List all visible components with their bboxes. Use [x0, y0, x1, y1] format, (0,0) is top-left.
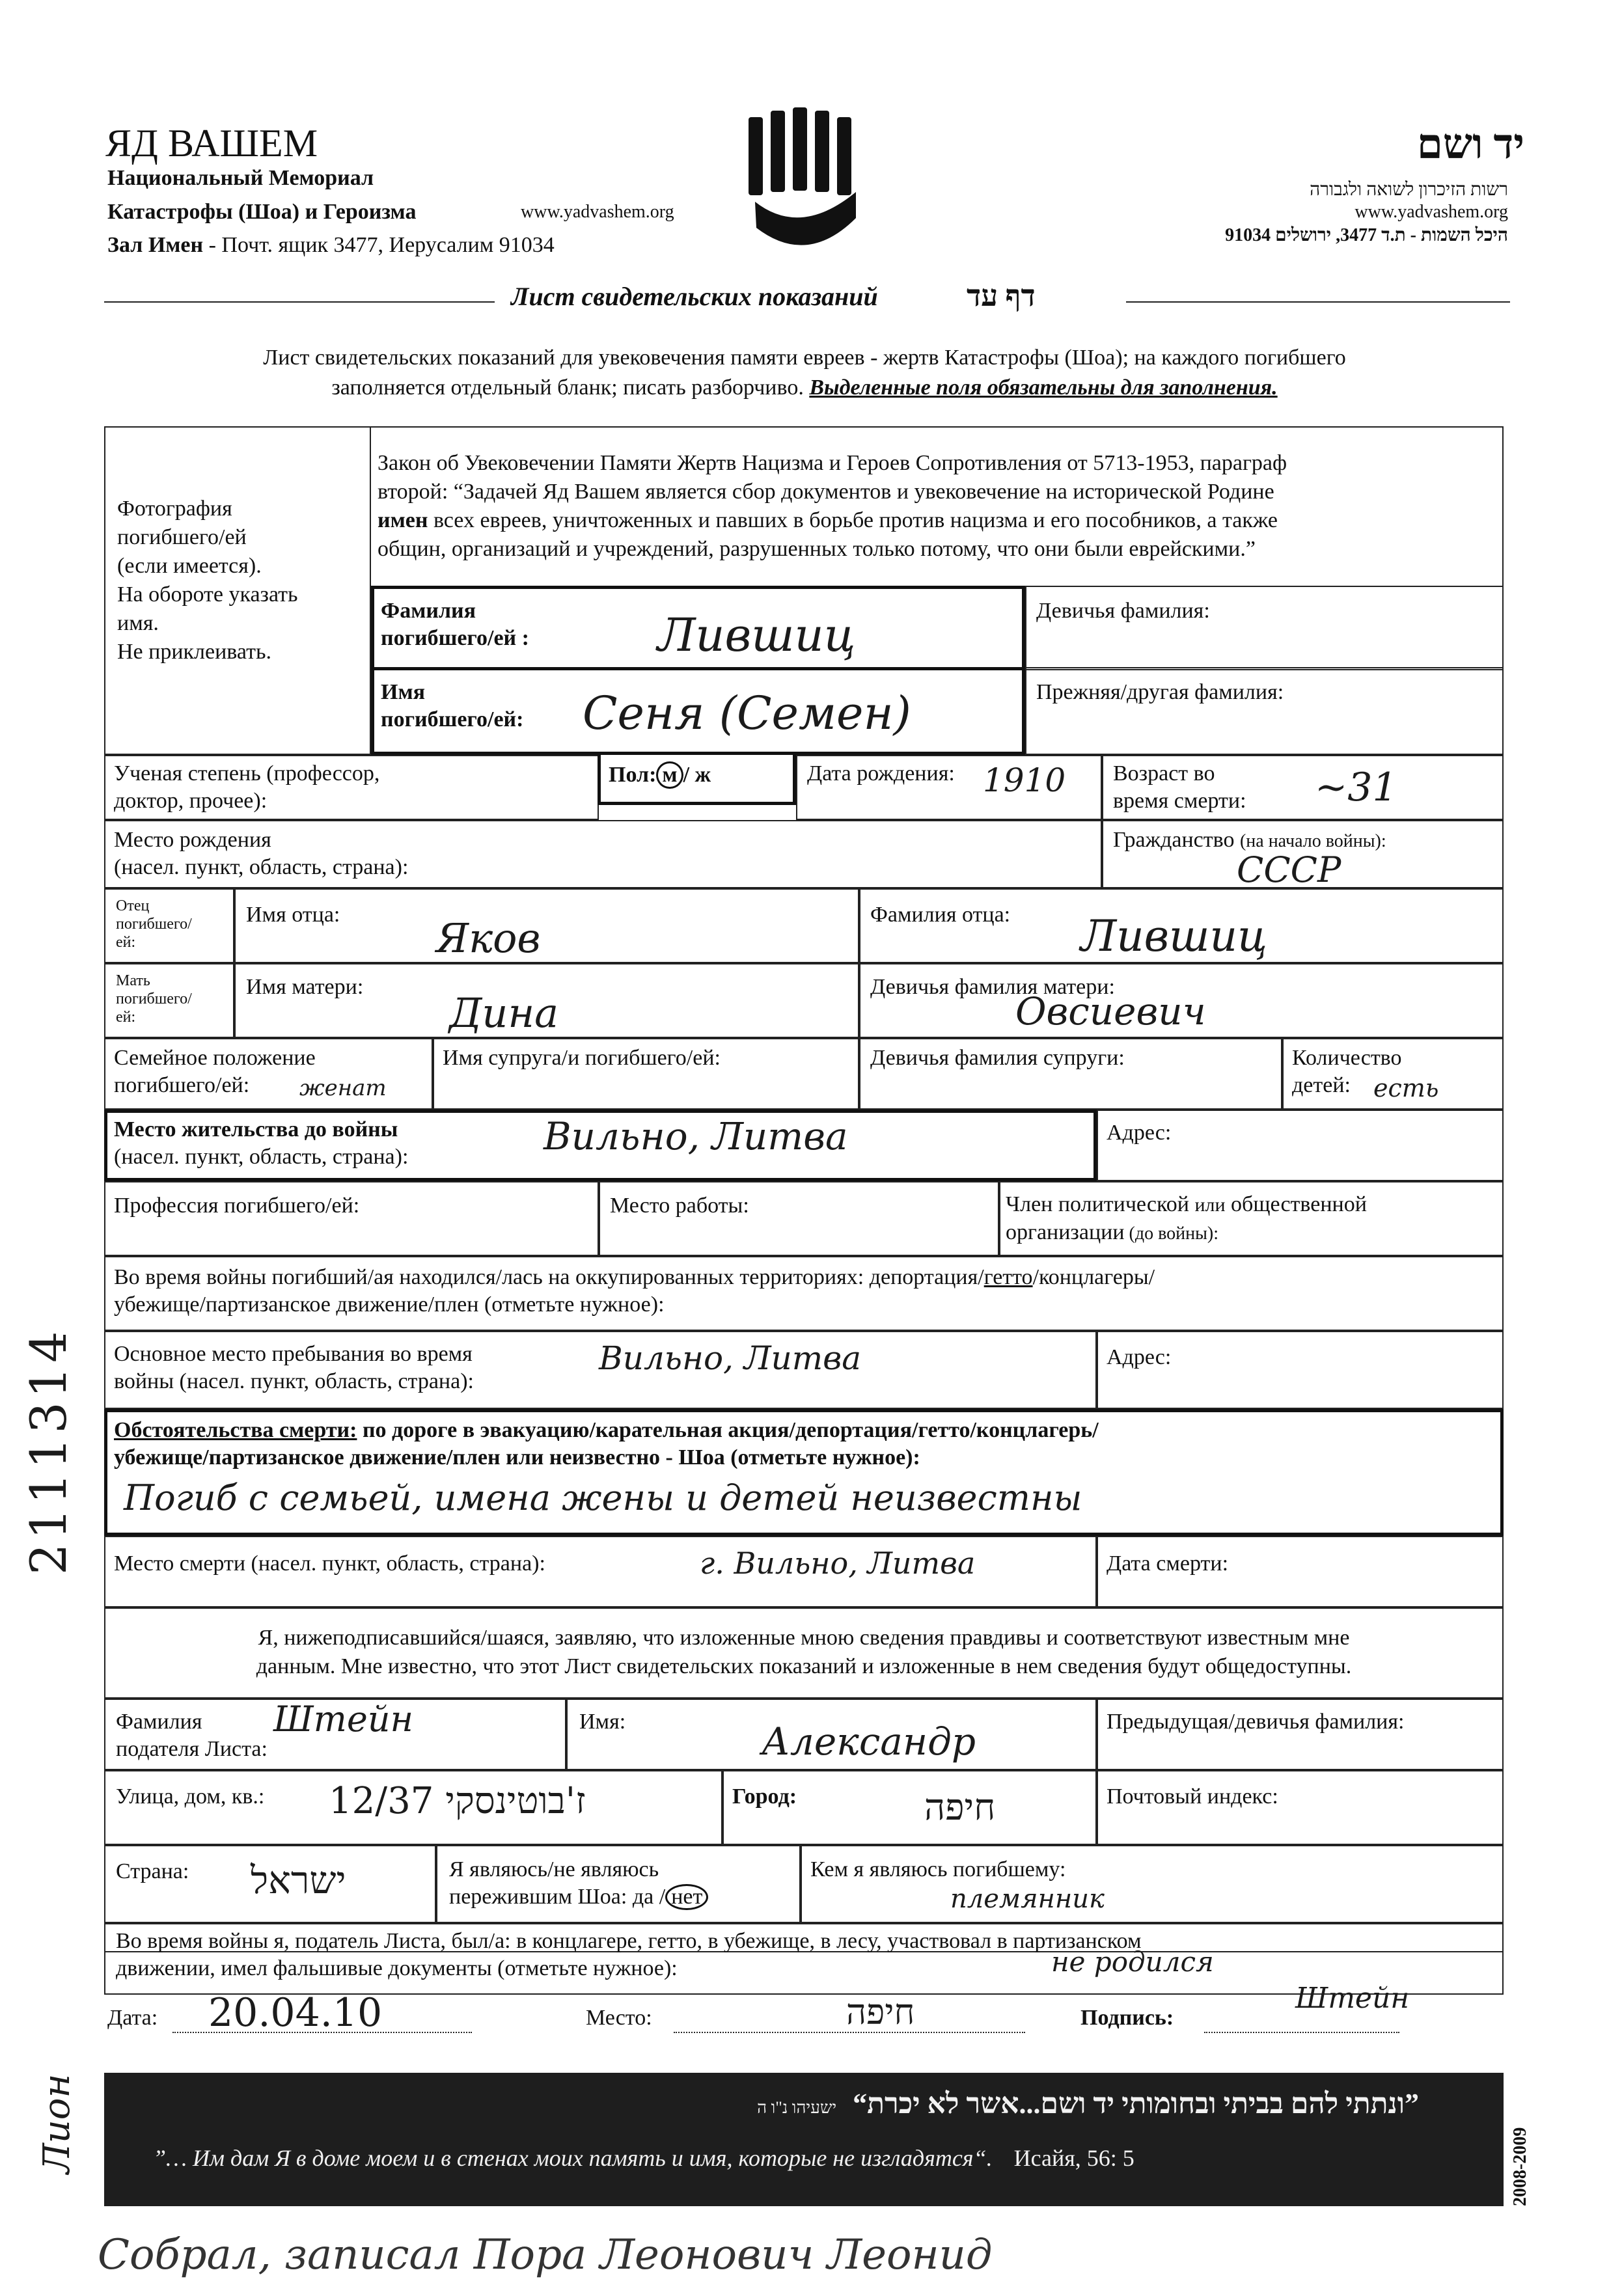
- org-website-left: www.yadvashem.org: [521, 202, 674, 222]
- submitter-name-value: Александр: [762, 1719, 976, 1764]
- submitter-surname-label: Фамилия подателя Листа:: [116, 1710, 268, 1761]
- mother-name-value: Дина: [449, 989, 559, 1037]
- father-side-label: Отец погибшего/ ей:: [116, 897, 192, 951]
- father-name-value: Яков: [436, 914, 541, 962]
- margin-note-left: Лион: [36, 2073, 78, 2174]
- law-text: Закон об Увековечении Памяти Жертв Нацизма и Героев Сопротивления от 5713-1953, параграф второй: “Задачей Яд Вашем является сбор документов и увековечение на исторической Родине имен всех евреев, уничтоженных и павших в борьбе против нацизма и его пособников, а также общин, организаций и учреждений, разрушенных только потому, что они были еврейскими.”: [378, 451, 1287, 561]
- street-label: Улица, дом, кв.:: [116, 1784, 265, 1809]
- mother-name-label: Имя матери:: [246, 975, 364, 999]
- form-title-he: דף עד: [967, 279, 1036, 312]
- submitter-surname-value: Штейн: [273, 1699, 414, 1740]
- sex-label: Пол: м / ж: [609, 761, 711, 789]
- relation-label: Кем я являюсь погибшему:: [810, 1857, 1066, 1881]
- birthdate-value: 1910: [983, 761, 1066, 799]
- place-label: Место:: [586, 2006, 652, 2030]
- sex-female-option[interactable]: / ж: [683, 763, 711, 787]
- submitter-prev-label: Предыдущая/девичья фамилия:: [1107, 1710, 1405, 1734]
- declaration-text: Я, нижеподписавшийся/шаяся, заявляю, что изложенные мною сведения правдивы и соответствуют известным мне данным. Мне известно, что этот Лист свидетельских показаний и изложенные в нем сведения будут общедоступны.: [256, 1626, 1352, 1678]
- org-address-ru: Зал Имен - Почт. ящик 3477, Иерусалим 91034: [107, 233, 555, 257]
- residence-value: Вильно, Литва: [543, 1114, 848, 1158]
- death-place-value: г. Вильно, Литва: [700, 1546, 976, 1581]
- banner-quote-ru: ”… Им дам Я в доме моем и в стенах моих память и имя, которые не изгладятся“. Исайя, 56: 5: [153, 2145, 1135, 2171]
- main-place-label: Основное место пребывания во время войны (насел. пункт, область, страна):: [114, 1342, 474, 1393]
- org-subtitle-1: Национальный Мемориал: [107, 166, 374, 190]
- sex-male-option[interactable]: м: [656, 761, 683, 789]
- submitter-war-value: не родился: [1051, 1946, 1214, 1978]
- workplace-label: Место работы:: [610, 1194, 749, 1218]
- mother-maiden-label: Девичья фамилия матери:: [870, 975, 1115, 999]
- title-rule-left: [104, 301, 495, 303]
- main-place-address-label: Адрес:: [1107, 1345, 1172, 1369]
- spouse-name-label: Имя супруга/и погибшего/ей:: [443, 1046, 721, 1070]
- photo-instructions: Фотография погибшего/ей (если имеется). На обороте указать имя. Не приклеивать.: [117, 497, 298, 664]
- country-label: Страна:: [116, 1859, 189, 1883]
- victim-surname-value: Лившиц: [657, 608, 856, 662]
- org-title-he: יד ושם: [1416, 121, 1524, 167]
- mother-maiden-value: Овсиевич: [1015, 989, 1206, 1033]
- birthdate-label: Дата рождения:: [807, 761, 955, 786]
- survivor-label: Я являюсь/не являюсь пережившим Шоа: да / нет: [449, 1856, 708, 1911]
- place-value: חיפה: [846, 1991, 915, 2032]
- collector-note: Собрал, записал Пора Леонович Леонид: [98, 2231, 993, 2279]
- children-value: есть: [1373, 1074, 1439, 1102]
- country-value: ישראל: [251, 1858, 346, 1902]
- age-label: Возраст во время смерти:: [1113, 761, 1246, 813]
- signature-value: Штейн: [1295, 1982, 1410, 2015]
- spouse-maiden-label: Девичья фамилия супруги:: [870, 1046, 1125, 1070]
- marital-status-value: женат: [299, 1075, 387, 1101]
- citizenship-label: Гражданство (на начало войны):: [1113, 828, 1386, 852]
- age-value: ~31: [1315, 765, 1397, 810]
- victim-maiden-label: Девичья фамилия:: [1036, 599, 1210, 623]
- date-label: Дата:: [107, 2006, 158, 2030]
- org-address-he: היכל השמות - ת.ד 3477, ירושלים 91034: [1225, 225, 1508, 245]
- profession-label: Профессия погибшего/ей:: [114, 1194, 360, 1218]
- citizenship-value: СССР: [1237, 849, 1341, 890]
- quote-banner: [104, 2073, 1504, 2206]
- mother-side-label: Мать погибшего/ ей:: [116, 972, 192, 1026]
- residence-label: Место жительства до войны (насел. пункт, область, страна):: [114, 1117, 409, 1169]
- signature-label: Подпись:: [1080, 2006, 1174, 2030]
- title-rule-right: [1126, 301, 1510, 303]
- children-label: Количество детей:: [1292, 1046, 1402, 1097]
- father-name-label: Имя отца:: [246, 903, 340, 927]
- yad-vashem-logo: [742, 104, 866, 273]
- signature-line[interactable]: [1204, 2032, 1399, 2033]
- victim-name-label: Имя погибшего/ей:: [381, 680, 524, 731]
- marital-status-label: Семейное положение погибшего/ей:: [114, 1046, 316, 1097]
- death-circumstances-value: Погиб с семьей, имена жены и детей неизвестны: [124, 1477, 1082, 1518]
- death-circumstances-label: Обстоятельства смерти: по дороге в эвакуацию/карательная акция/депортация/гетто/концлагерь/ убежище/партизанское движение/плен или неизвестно - Шоа (отметьте нужное):: [114, 1418, 1099, 1469]
- org-title-ru: ЯД ВАШЕМ: [105, 122, 318, 165]
- main-place-value: Вильно, Литва: [599, 1339, 862, 1377]
- org-subtitle-2: Катастрофы (Шоа) и Героизма: [107, 200, 417, 224]
- city-label: Город:: [732, 1784, 797, 1809]
- victim-other-surname-label: Прежняя/другая фамилия:: [1036, 680, 1284, 704]
- intro-line-1: Лист свидетельских показаний для увековечения памяти евреев - жертв Катастрофы (Шоа); на каждого погибшего: [263, 346, 1346, 370]
- banner-years: 2008-2009: [1510, 2127, 1530, 2206]
- submitter-name-label: Имя:: [579, 1710, 626, 1734]
- father-surname-value: Лившиц: [1080, 911, 1268, 961]
- form-title-ru: Лист свидетельских показаний: [511, 282, 878, 311]
- membership-label: Член политической или общественной организации (до войны):: [1006, 1192, 1367, 1244]
- margin-number: 2111314: [20, 1327, 77, 1575]
- intro-line-2: заполняется отдельный бланк; писать разборчиво. Выделенные поля обязательны для заполнения.: [331, 376, 1278, 400]
- banner-quote-he: ”ונתתי להם בביתי ובחומותי יד ושם...אשר לא יכרת“ ישעיהו נ"ו ה: [757, 2088, 1419, 2120]
- date-value: 20.04.10: [208, 1990, 383, 2036]
- residence-address-label: Адрес:: [1107, 1121, 1172, 1145]
- survivor-no-option[interactable]: нет: [665, 1884, 708, 1910]
- org-website-right: www.yadvashem.org: [1355, 202, 1508, 222]
- victim-surname-label: Фамилия погибшего/ей :: [381, 599, 529, 650]
- street-value: 12/37 ז'בוטינסקי: [329, 1780, 586, 1822]
- death-date-label: Дата смерти:: [1107, 1551, 1229, 1576]
- org-subtitle-he: רשות הזיכרון לשואה ולגבורה: [1310, 180, 1508, 200]
- city-value: חיפה: [924, 1786, 996, 1829]
- birthplace-label: Место рождения (насел. пункт, область, страна):: [114, 828, 409, 879]
- father-surname-label: Фамилия отца:: [870, 903, 1011, 927]
- submitter-war-label: Во время войны я, податель Листа, был/а: в концлагере, гетто, в убежище, в лесу, участвовал в партизанском движении, имел фальшивые документы (отметьте нужное):: [116, 1929, 1142, 1980]
- zip-label: Почтовый индекс:: [1107, 1784, 1278, 1809]
- degree-label: Ученая степень (профессор, доктор, прочее):: [114, 761, 380, 813]
- victim-name-value: Сеня (Семен): [583, 687, 911, 740]
- death-place-label: Место смерти (насел. пункт, область, страна):: [114, 1551, 545, 1576]
- war-location-label: Во время войны погибший/ая находился/лась на оккупированных территориях: депортация/гетто/концлагеры/ убежище/партизанское движение/плен (отметьте нужное):: [114, 1265, 1155, 1317]
- relation-value: племянник: [950, 1884, 1105, 1914]
